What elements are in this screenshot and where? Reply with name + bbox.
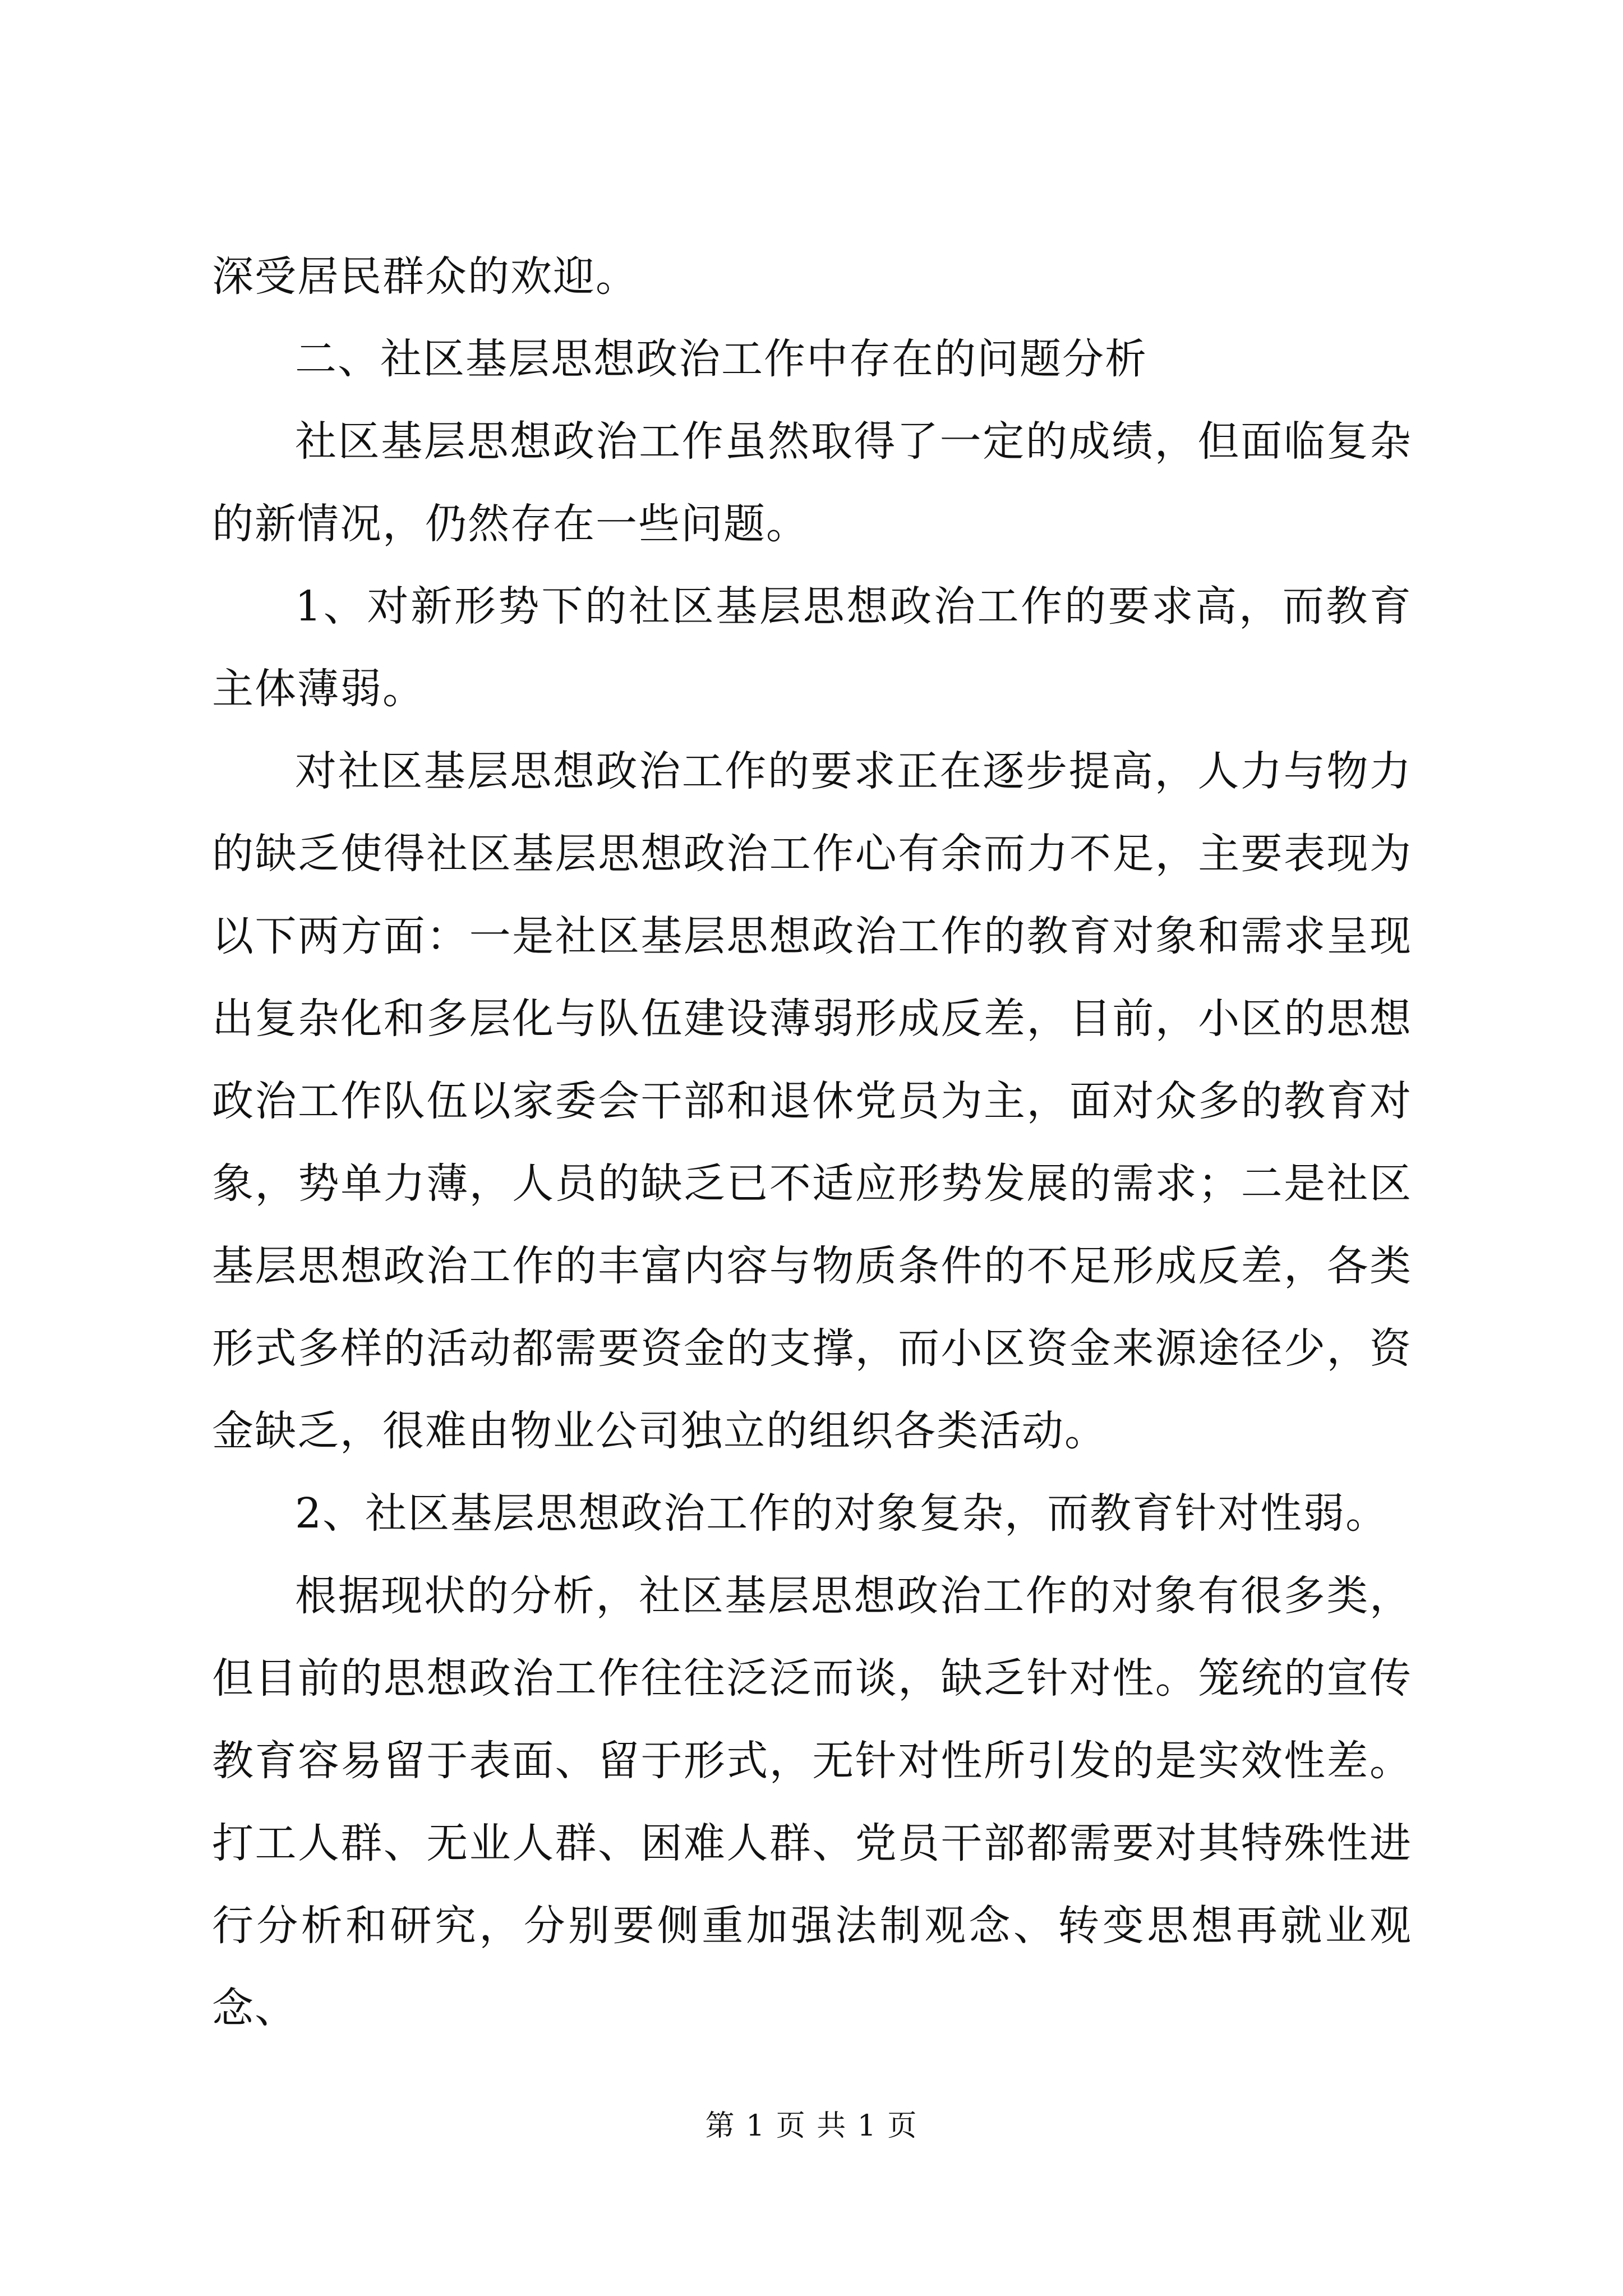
subheading-2: 2、社区基层思想政治工作的对象复杂，而教育针对性弱。	[295, 1489, 1389, 1538]
paragraph-1: 深受居民群众的欢迎。	[212, 252, 638, 301]
paragraph-7: 根据现状的分析，社区基层思想政治工作的对象有很多类，但目前的思想政治工作往往泛泛而谈，缺乏针对性。笼统的宣传教育容易留于表面、留于形式，无针对性所引发的是实效性差。打工人群、无业人群、困难人群、党员干部都需要对其特殊性进行分析和研究，分别要侧重加强法制观念、转变思想再就业观念、	[212, 1572, 1412, 2032]
subheading-1: 1、对新形势下的社区基层思想政治工作的要求高，而教育主体薄弱。	[212, 582, 1412, 713]
document-body	[212, 236, 1412, 2050]
paragraph-5: 对社区基层思想政治工作的要求正在逐步提高，人力与物力的缺乏使得社区基层思想政治工作心有余而力不足，主要表现为以下两方面：一是社区基层思想政治工作的教育对象和需求呈现出复杂化和多层化与队伍建设薄弱形成反差，目前，小区的思想政治工作队伍以家委会干部和退休党员为主，面对众多的教育对象，势单力薄，人员的缺乏已不适应形势发展的需求；二是社区基层思想政治工作的丰富内容与物质条件的不足形成反差，各类形式多样的活动都需要资金的支撑，而小区资金来源途径少，资金缺乏，很难由物业公司独立的组织各类活动。	[212, 747, 1412, 1455]
paragraph-3: 社区基层思想政治工作虽然取得了一定的成绩，但面临复杂的新情况，仍然存在一些问题。	[212, 417, 1412, 548]
section-heading: 二、社区基层思想政治工作中存在的问题分析	[295, 335, 1147, 383]
page-footer: 第 1 页 共 1 页	[705, 2109, 918, 2143]
